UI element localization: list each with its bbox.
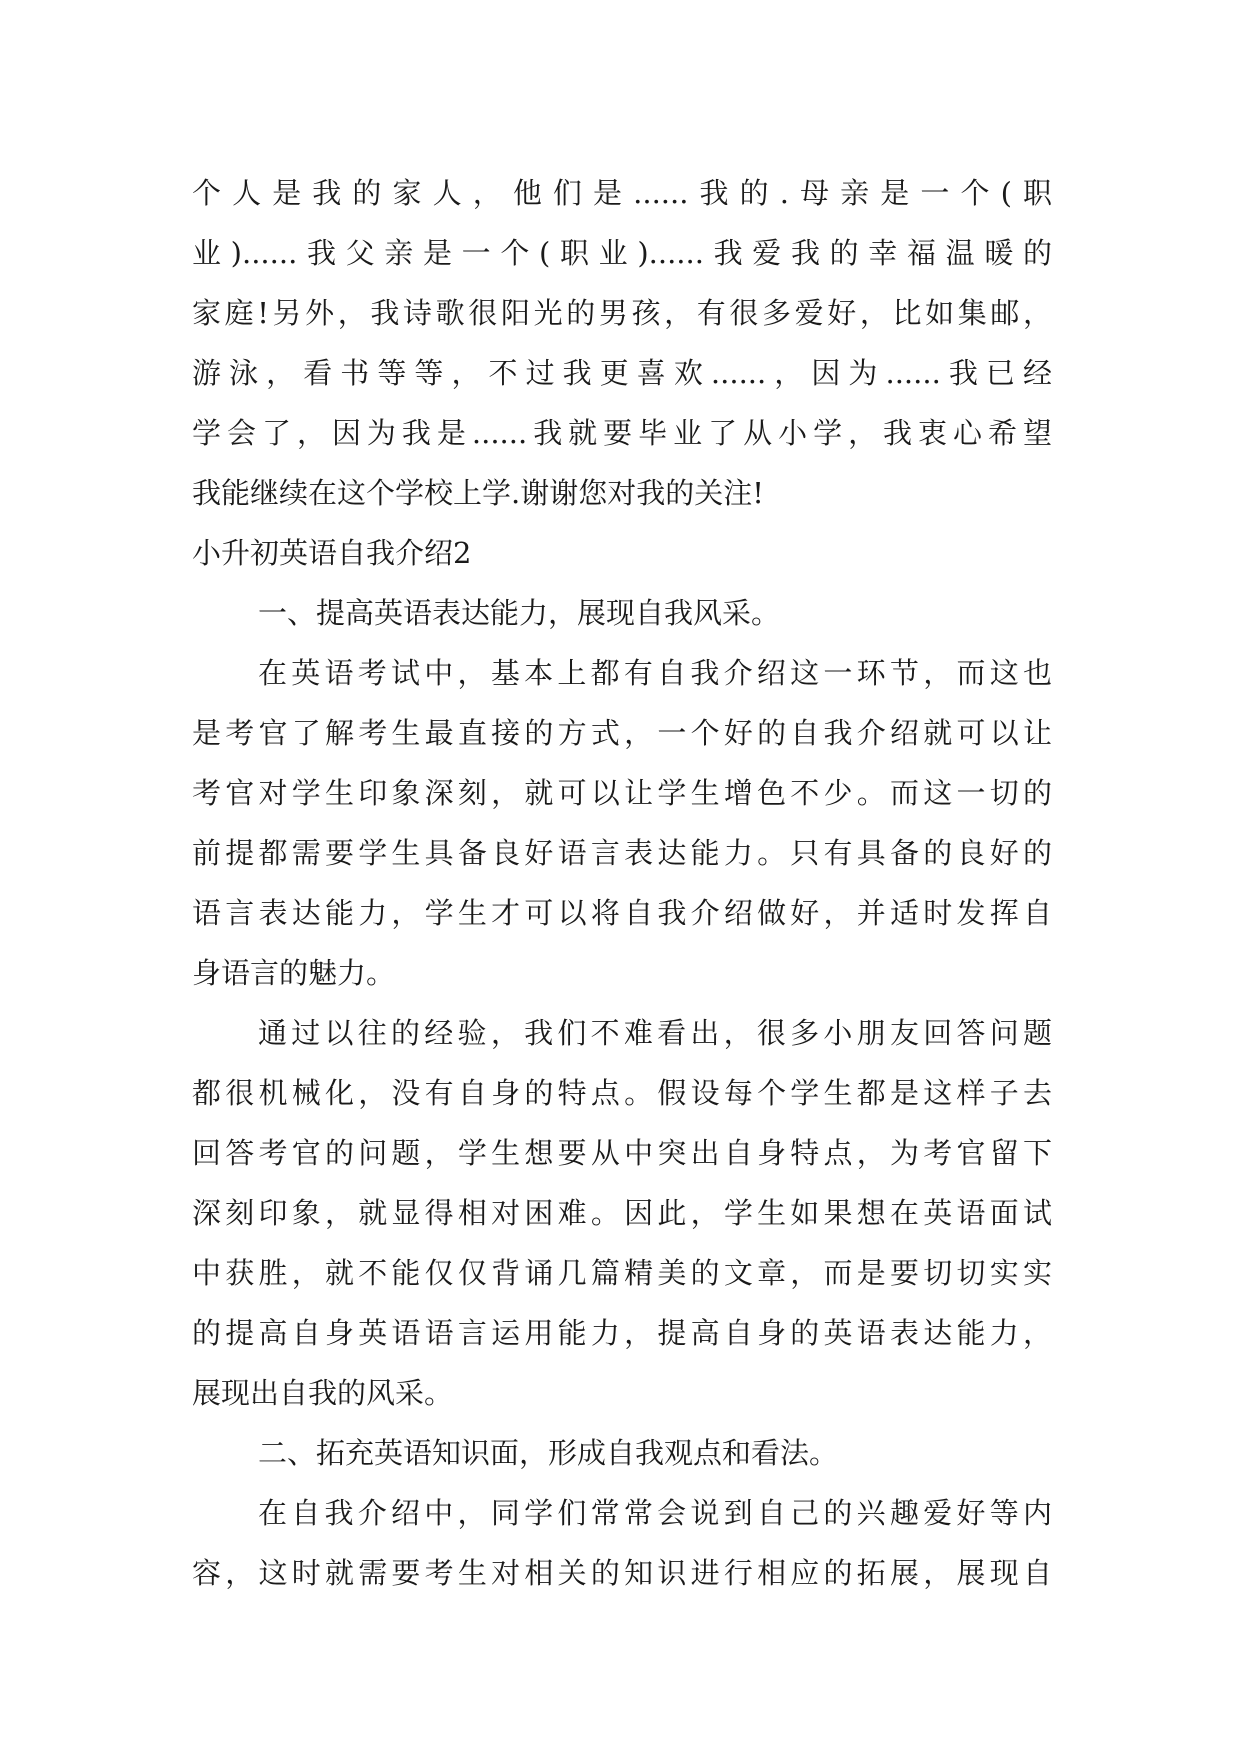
paragraph-two-line: 中获胜，就不能仅仅背诵几篇精美的文章，而是要切切实实 [192, 1256, 1052, 1290]
paragraph-one-line: 身语言的魅力。 [192, 956, 396, 990]
paragraph-one-line: 考官对学生印象深刻，就可以让学生增色不少。而这一切的 [192, 776, 1052, 810]
heading-one: 一、提高英语表达能力，展现自我风采。 [258, 596, 781, 630]
paragraph-two-line: 都很机械化，没有自身的特点。假设每个学生都是这样子去 [192, 1076, 1052, 1110]
paragraph-two-line: 通过以往的经验，我们不难看出，很多小朋友回答问题 [258, 1016, 1052, 1050]
paragraph-one-line: 语言表达能力，学生才可以将自我介绍做好，并适时发挥自 [192, 896, 1052, 930]
intro-line: 我能继续在这个学校上学.谢谢您对我的关注! [192, 476, 764, 510]
paragraph-one-line: 在英语考试中，基本上都有自我介绍这一环节，而这也 [258, 656, 1052, 690]
paragraph-one-line: 是考官了解考生最直接的方式，一个好的自我介绍就可以让 [192, 716, 1052, 750]
paragraph-two-line: 展现出自我的风采。 [192, 1376, 454, 1410]
section-title: 小升初英语自我介绍2 [192, 536, 472, 570]
intro-line: 家庭!另外，我诗歌很阳光的男孩，有很多爱好，比如集邮， [192, 296, 1052, 330]
intro-line: 业)......我父亲是一个(职业)......我爱我的幸福温暖的 [192, 236, 1052, 270]
paragraph-two-line: 的提高自身英语语言运用能力，提高自身的英语表达能力， [192, 1316, 1052, 1350]
intro-line: 学会了，因为我是......我就要毕业了从小学，我衷心希望 [192, 416, 1052, 450]
paragraph-one-line: 前提都需要学生具备良好语言表达能力。只有具备的良好的 [192, 836, 1052, 870]
heading-two: 二、拓充英语知识面，形成自我观点和看法。 [258, 1436, 839, 1470]
paragraph-three-line: 在自我介绍中，同学们常常会说到自己的兴趣爱好等内 [258, 1496, 1052, 1530]
paragraph-three-line: 容，这时就需要考生对相关的知识进行相应的拓展，展现自 [192, 1556, 1052, 1590]
paragraph-two-line: 回答考官的问题，学生想要从中突出自身特点，为考官留下 [192, 1136, 1052, 1170]
paragraph-two-line: 深刻印象，就显得相对困难。因此，学生如果想在英语面试 [192, 1196, 1052, 1230]
document-body [192, 163, 1052, 1603]
intro-line: 个人是我的家人，他们是......我的.母亲是一个(职 [192, 176, 1052, 210]
intro-line: 游泳，看书等等，不过我更喜欢......，因为......我已经 [192, 356, 1052, 390]
